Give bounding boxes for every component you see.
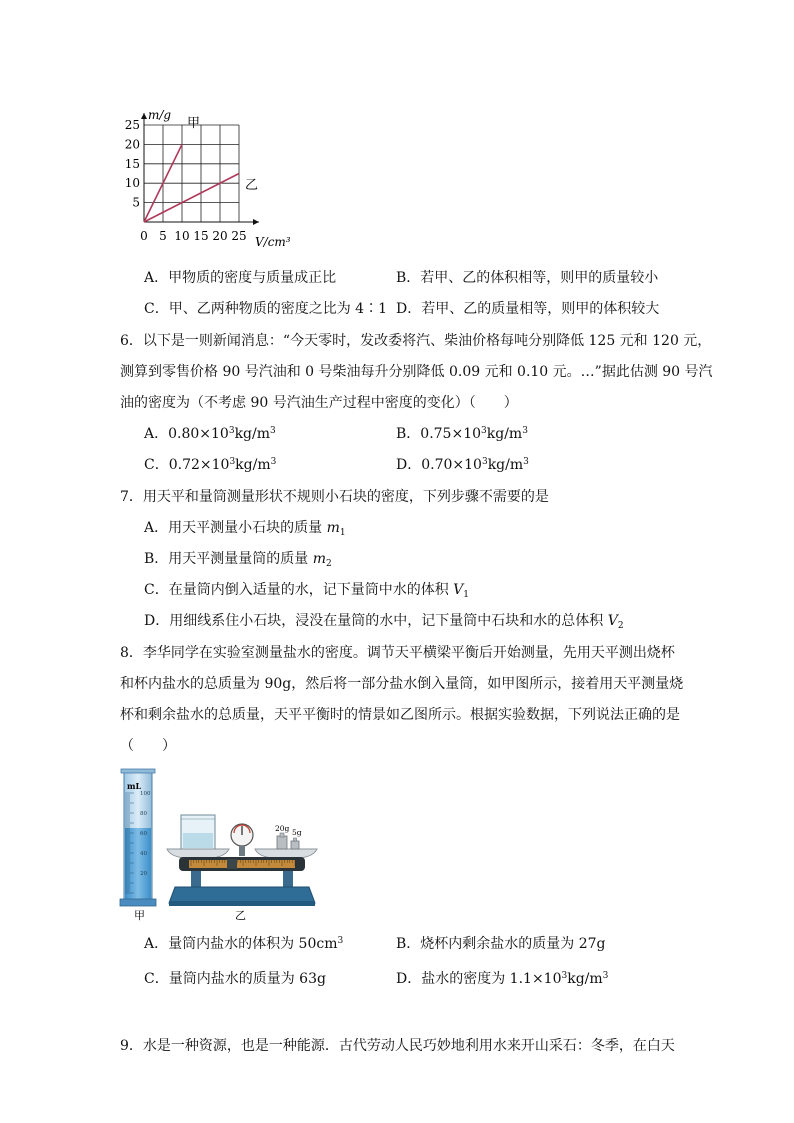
series-line-yi [144,174,239,223]
q7-option-b[interactable]: B．用天平测量量筒的质量 $m_2$ [144,551,332,569]
x-axis-arrow [253,219,259,225]
q5-option-b[interactable]: B．若甲、乙的体积相等，则甲的质量较小 [396,270,659,286]
y-tick-label: 20 [124,137,140,152]
graph-ticks [125,118,247,243]
x-tick-label: 10 [174,229,190,243]
q5-option-a[interactable]: A．甲物质的密度与质量成正比 [144,270,337,286]
line-jia-label: 甲 [187,116,201,131]
q6-option-d[interactable]: D．$0.70\times 10^3kg/m^3$ [396,457,529,473]
q8-stem-line-2: 和杯内盐水的总质量为 90g，然后将一部分盐水倒入量筒，如甲图所示，接着用天平测量烧 [120,676,684,692]
q7-option-c[interactable]: C．在量筒内倒入适量的水，记下量筒中水的体积 $V_1$ [144,582,470,600]
y-tick-label: 10 [124,176,140,191]
q5-option-c[interactable]: C．甲、乙两种物质的密度之比为 4∶1 [144,301,387,317]
x-tick-label: 5 [159,229,167,243]
x-axis-label: V/cm³ [255,235,291,249]
x-tick-label: 0 [140,229,148,243]
line-yi-label: 乙 [245,178,259,193]
q6-option-b[interactable]: B．$0.75\times 10^3kg/m^3$ [396,426,528,442]
q8-stem-line-3: 杯和剩余盐水的总质量，天平平衡时的情景如乙图所示。根据实验数据，下列说法正确的是 [120,707,680,723]
y-axis-label: m/g [148,108,172,122]
figure-label-jia: 甲 [134,909,145,922]
q9-stem-line-1: 9．水是一种资源，也是一种能源．古代劳动人民巧妙地利用水来开山采石：冬季，在白天 [120,1038,675,1054]
weight-20g-label: 20g [275,824,290,833]
q6-option-c[interactable]: C．$0.72\times 10^3kg/m^3$ [144,457,277,473]
cylinder-tick-label: 40 [140,851,147,857]
graph-grid [144,125,239,222]
q5-option-d[interactable]: D．若甲、乙的质量相等，则甲的体积较大 [396,301,660,317]
q7-stem: 7．用天平和量筒测量形状不规则小石块的密度，下列步骤不需要的是 [120,489,549,505]
cylinder-tick-label: 60 [140,831,147,837]
q8-option-d[interactable]: D．盐水的密度为 $1.1\times 10^3kg/m^3$ [396,971,609,987]
weight-5g-label: 5g [292,828,302,837]
q6-option-a[interactable]: A．$0.80\times 10^3kg/m^3$ [144,426,276,442]
x-tick-label: 25 [231,229,247,243]
q8-option-c[interactable]: C．量筒内盐水的质量为 63g [144,971,326,987]
q6-stem-line-3: 油的密度为（不考虑 90 号汽油生产过程中密度的变化）（ ） [120,395,518,411]
q8-option-b[interactable]: B．烧杯内剩余盐水的质量为 27g [396,936,606,952]
q8-stem-line-4: （ ） [120,738,176,754]
y-tick-label: 15 [124,156,140,171]
mass-volume-graph [115,105,305,255]
q8-option-a[interactable]: A．量筒内盐水的体积为 $50cm^3$ [144,936,344,952]
q8-stem-line-1: 8．李华同学在实验室测量盐水的密度。调节天平横梁平衡后开始测量，先用天平测出烧杯 [120,645,675,661]
cylinder-tick-label: 80 [140,811,147,817]
cylinder-tick-label: 100 [140,791,151,797]
balance-scale-figure [165,795,320,923]
q6-stem-line-2: 测算到零售价格 90 号汽油和 0 号柴油每升分别降低 0.09 元和 0.10 元。…”据此估测 90 号汽 [120,364,713,380]
y-tick-label: 5 [132,195,140,210]
y-axis-arrow [141,113,147,119]
cylinder-unit-label: mL [127,781,142,791]
q7-option-d[interactable]: D．用细线系住小石块，浸没在量筒的水中，记下量筒中石块和水的总体积 $V_2$ [144,613,624,631]
graduated-cylinder-figure [118,765,160,925]
q6-stem-line-1: 6．以下是一则新闻消息：“今天零时，发改委将汽、柴油价格每吨分别降低 125 元和 120 元， [120,333,712,349]
figure-label-yi: 乙 [235,909,246,922]
x-tick-label: 15 [193,229,209,243]
q7-option-a[interactable]: A．用天平测量小石块的质量 $m_1$ [144,520,346,538]
x-tick-label: 20 [212,229,228,243]
cylinder-tick-label: 20 [140,871,147,877]
y-tick-label: 25 [124,118,140,132]
